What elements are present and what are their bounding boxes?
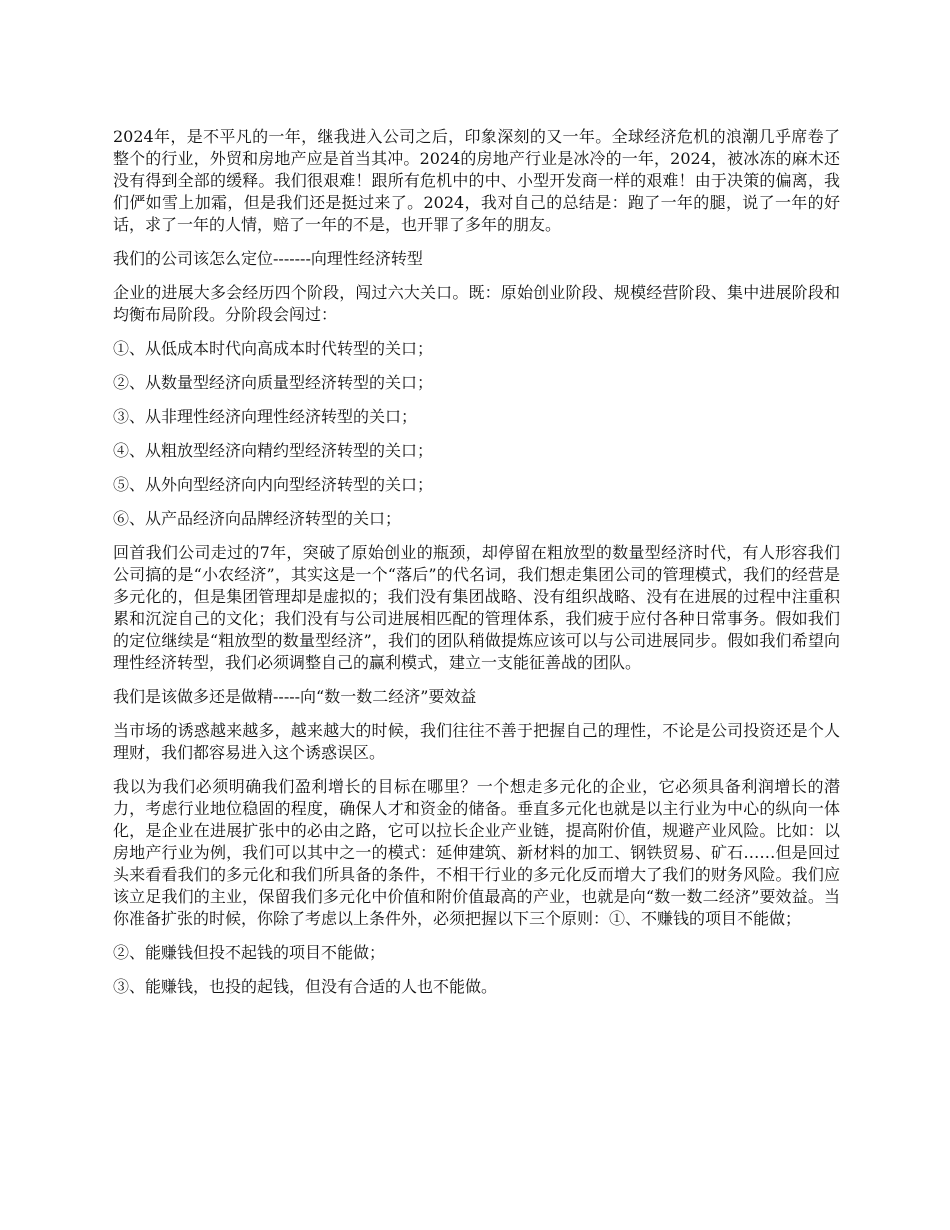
list-item-4: ④、从粗放型经济向精约型经济转型的关口； bbox=[113, 441, 434, 460]
section-heading-focus: 我们是该做多还是做精-----向“数一数二经济”要效益 bbox=[113, 687, 477, 706]
paragraph-stages: 企业的进展大多会经历四个阶段，闯过六大关口。既：原始创业阶段、规模经营阶段、集中进展阶段和均衡布局阶段。分阶段会闯过： bbox=[113, 283, 840, 324]
list-item-2: ②、从数量型经济向质量型经济转型的关口； bbox=[113, 373, 434, 392]
paragraph-temptation: 当市场的诱惑越来越多，越来越大的时候，我们往往不善于把握自己的理性，不论是公司投资还是个人理财，我们都容易进入这个诱惑误区。 bbox=[113, 721, 840, 762]
list-item-6: ⑥、从产品经济向品牌经济转型的关口； bbox=[113, 509, 402, 528]
list-item-5: ⑤、从外向型经济向内向型经济转型的关口； bbox=[113, 475, 434, 494]
paragraph-review: 回首我们公司走过的7年，突破了原始创业的瓶颈，却停留在粗放型的数量型经济时代，有人形容我们公司搞的是“小农经济”，其实这是一个“落后”的代名词，我们想走集团公司的管理模式，我们的经营是多元化的，但是集团管理却是虚拟的；我们没有集团战略、没有组织战略、没有在进展的过程中注重积累和沉淀自己的文化；我们没有与公司进展相匹配的管理体系，我们疲于应付各种日常事务。假如我们的定位继续是“粗放型的数量型经济”，我们的团队稍做提炼应该可以与公司进展同步。假如我们希望向理性经济转型，我们必须调整自己的赢利模式，建立一支能征善战的团队。 bbox=[113, 543, 840, 672]
document-body bbox=[113, 126, 840, 1010]
section-heading-positioning: 我们的公司该怎么定位-------向理性经济转型 bbox=[113, 249, 423, 268]
paragraph-growth: 我以为我们必须明确我们盈利增长的目标在哪里？一个想走多元化的企业，它必须具备利润增长的潜力，考虑行业地位稳固的程度，确保人才和资金的储备。垂直多元化也就是以主行业为中心的纵向一体化，是企业在进展扩张中的必由之路，它可以拉长企业产业链，提高附价值，规避产业风险。比如：以房地产行业为例，我们可以其中之一的模式：延伸建筑、新材料的加工、钢铁贸易、矿石……但是回过头来看看我们的多元化和我们所具备的条件，不相干行业的多元化反而增大了我们的财务风险。我们应该立足我们的主业，保留我们多元化中价值和附价值最高的产业，也就是向“数一数二经济”要效益。当你准备扩张的时候，你除了考虑以上条件外，必须把握以下三个原则：①、不赚钱的项目不能做； bbox=[113, 777, 840, 928]
principle-item-3: ③、能赚钱，也投的起钱，但没有合适的人也不能做。 bbox=[113, 977, 498, 996]
paragraph-intro: 2024年，是不平凡的一年，继我进入公司之后，印象深刻的又一年。全球经济危机的浪潮几乎席卷了整个的行业，外贸和房地产应是首当其冲。2024的房地产行业是冰冷的一年，2024，被冰冻的麻木还没有得到全部的缓释。我们很艰难！跟所有危机中的中、小型开发商一样的艰难！由于决策的偏离，我们俨如雪上加霜，但是我们还是挺过来了。2024，我对自己的总结是：跑了一年的腿，说了一年的好话，求了一年的人情，赔了一年的不是，也开罪了多年的朋友。 bbox=[113, 127, 840, 234]
list-item-1: ①、从低成本时代向高成本时代转型的关口； bbox=[113, 339, 434, 358]
principle-item-2: ②、能赚钱但投不起钱的项目不能做； bbox=[113, 943, 386, 962]
list-item-3: ③、从非理性经济向理性经济转型的关口； bbox=[113, 407, 418, 426]
